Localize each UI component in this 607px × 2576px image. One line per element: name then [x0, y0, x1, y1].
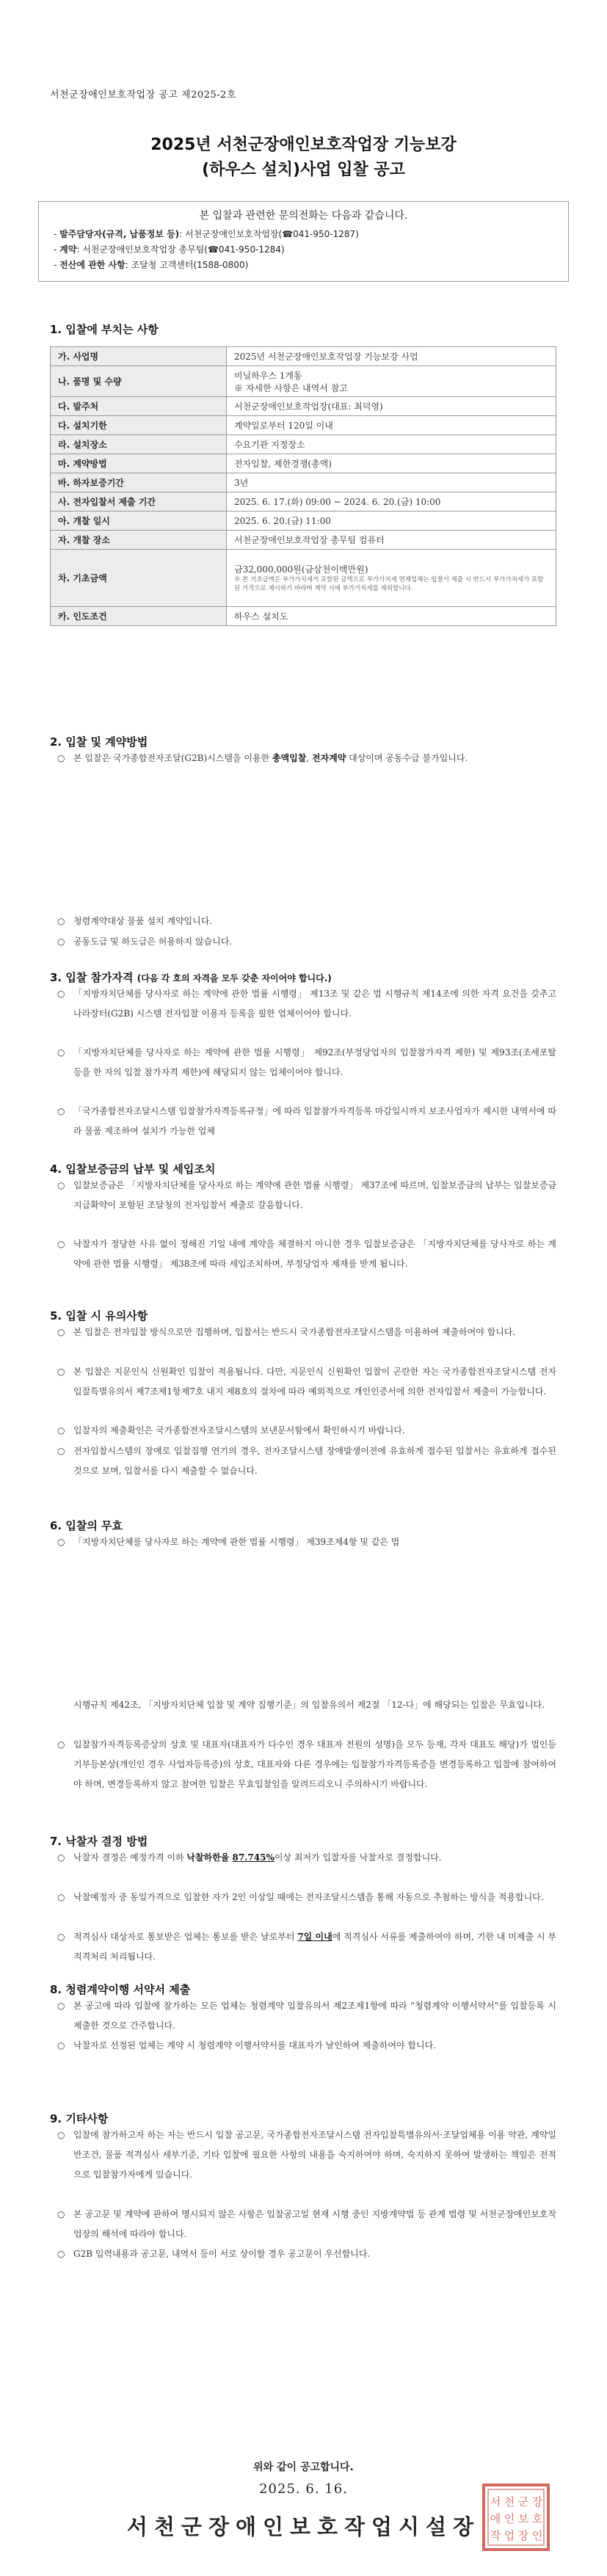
section-2-title: 2. 입찰 및 계약방법: [50, 735, 148, 749]
list-item: [57, 1322, 556, 1342]
para-text: 본 입찰은 전자입찰 방식으로만 집행하며, 입찰서는 반드시 국가종합전자조달시스템을 이용하여 제출하여야 합니다.: [73, 1327, 516, 1337]
para-text: 입찰자의 제출확인은 국가종합전자조달시스템의 보낸문서함에서 확인하시기 바랍니다.: [73, 1425, 405, 1436]
bullet-icon: ○: [57, 1047, 65, 1058]
para-text: 입찰에 참가하고자 하는 자는 반드시 입찰 공고문, 국가종합전자조달시스템 전자입찰특별유의서·조달업체용 이용 약관, 계약일반조건, 물품 적격심사 세부기준, 기타 입찰에 필요한 사항의 내용을 숙지하여야 하며, 숙지하지 못하여 발생하는 책임은 전적으로 입찰참가자에게 있습니다.: [73, 2130, 556, 2180]
para-text: 본 입찰은 지문인식 신원확인 입찰이 적용됩니다. 다만, 지문인식 신원확인 입찰이 곤란한 자는 국가종합전자조달시스템 전자입찰특별유의서 제7조제1항제7호 내지 제8호의 절차에 따라 예외적으로 개인인증서에 의한 전자입찰서 제출이 가능합니다.: [73, 1367, 556, 1397]
list-item: [57, 1996, 556, 2036]
spec-value: 비닐하우스 1개동: [234, 370, 302, 381]
spec-value: 2025년 서천군장애인보호작업장 기능보강 사업: [227, 347, 556, 366]
list-item: [57, 1927, 556, 1967]
para-text: 전자입찰시스템의 장애로 입찰집행 연기의 경우, 전자조달시스템 장애발생이전에 유효하게 접수된 입찰서는 유효하게 접수된 것으로 보며, 입찰서를 다시 제출할 수 없습니다.: [73, 1446, 556, 1476]
table-row: [51, 397, 556, 416]
signer-name: 서천군장애인보호작업시설장: [126, 2514, 481, 2539]
bullet-icon: ○: [57, 2130, 65, 2140]
list-item: [57, 1441, 556, 1481]
para-text: 입찰보증금은 「지방자치단체를 당사자로 하는 계약에 관한 법률 시행령」 제37조에 따르며, 입찰보증금의 납부는 입찰보증금 지급확약이 포함된 조달청의 전자입찰서 제출로 갈음합니다.: [73, 1180, 556, 1210]
bullet-icon: ○: [57, 753, 65, 763]
para-text: 대상이며 공동수급 불가입니다.: [346, 753, 468, 763]
list-item: [57, 749, 556, 768]
para-text: 본 입찰은 국가종합전자조달(G2B)시스템을 이용한: [73, 753, 272, 763]
section-1-title: 1. 입찰에 부치는 사항: [50, 323, 159, 336]
section-3-title-text: 3. 입찰 참가자격: [50, 971, 134, 984]
svg-text:군: 군: [517, 2495, 529, 2508]
svg-text:보: 보: [517, 2512, 529, 2525]
svg-text:장: 장: [531, 2495, 543, 2508]
list-item: [57, 932, 556, 952]
table-row: [51, 366, 556, 397]
section-4-title: 4. 입찰보증금의 납부 및 세입조치: [50, 1163, 216, 1176]
contact-row: - 전산에 관한 사항: 조달청 고객센터(1588-0800): [54, 260, 249, 270]
table-row: [51, 435, 556, 454]
deadline-days: 7일 이내: [297, 1932, 332, 1942]
bullet-icon: ○: [57, 1425, 65, 1436]
table-row: [51, 512, 556, 531]
bullet-icon: ○: [57, 1327, 65, 1337]
para-text: 적격심사 대상자로 통보받은 업체는 통보를 받은 날로부터: [73, 1932, 298, 1942]
spec-value: 서천군장애인보호작업장(대표: 최덕영): [227, 397, 556, 416]
list-item: [57, 1532, 556, 1552]
para-text: 낙찰예정자 중 동일가격으로 입찰한 자가 2인 이상일 때에는 전자조달시스템을 통해 자동으로 추첨하는 방식을 적용합니다.: [73, 1892, 544, 1902]
para-text: 시행규칙 제42조, 「지방자치단체 입찰 및 계약 집행기준」의 입찰유의서 제2절 「12-다」에 해당되는 입찰은 무효입니다.: [73, 1700, 545, 1710]
table-row: [51, 492, 556, 512]
notice-number: 서천군장애인보호작업장 공고 제2025-2호: [50, 90, 236, 101]
para-emphasis: 총액입찰: [272, 753, 307, 763]
page-title: 2025년 서천군장애인보호작업장 기능보강: [150, 136, 457, 154]
spec-key: 다. 발주처: [51, 397, 227, 416]
table-row: [51, 473, 556, 492]
section-5-title: 5. 입찰 시 유의사항: [50, 1309, 148, 1322]
list-item: [57, 2125, 556, 2185]
para-text: 「지방자치단체를 당사자로 하는 계약에 관한 법률 시행령」 제39조제4항 및 같은 법: [73, 1537, 400, 1547]
list-item: [57, 1735, 556, 1794]
bullet-icon: ○: [57, 2209, 65, 2219]
bullet-icon: ○: [57, 1106, 65, 1116]
para-text: G2B 입력내용과 공고문, 내역서 등이 서로 상이할 경우 공고문이 우선합니다.: [73, 2249, 371, 2259]
list-item: [57, 2036, 556, 2056]
para-text: 공동도급 및 하도급은 허용하지 않습니다.: [73, 936, 233, 947]
bullet-icon: ○: [57, 916, 65, 926]
para-emphasis: 낙찰하한율: [186, 1852, 233, 1863]
para-text: 본 공고에 따라 입찰에 참가하는 모든 업체는 청렴계약 입찰유의서 제2조제1항에 따라 "청렴계약 이행서약서"를 입찰등록 시 제출한 것으로 간주합니다.: [73, 2001, 556, 2031]
contact-label: 발주담당자(규격, 납품정보 등): [59, 229, 180, 239]
svg-text:천: 천: [504, 2495, 515, 2508]
spec-value: 계약일로부터 120일 이내: [227, 416, 556, 435]
list-item: [57, 2244, 556, 2264]
para-text: 본 공고문 및 계약에 관하여 명시되지 않은 사항은 입찰공고일 현재 시행 중인 지방계약법 등 관계 법령 및 서천군장애인보호작업장의 해석에 따라야 합니다.: [73, 2209, 556, 2239]
spec-key: 아. 개찰 일시: [51, 512, 227, 531]
contact-heading: 본 입찰과 관련한 문의전화는 다음과 같습니다.: [199, 210, 408, 222]
svg-text:업: 업: [504, 2529, 515, 2542]
svg-text:인: 인: [504, 2512, 515, 2525]
section-6-title: 6. 입찰의 무효: [50, 1519, 123, 1532]
spec-value: 2025. 6. 20.(금) 11:00: [227, 512, 556, 531]
list-item: [57, 1362, 556, 1402]
svg-text:인: 인: [531, 2529, 543, 2542]
spec-key: 사. 전자입찰서 제출 기간: [51, 492, 227, 512]
bid-spec-table: [50, 346, 556, 626]
bullet-icon: ○: [57, 1852, 65, 1863]
bullet-icon: ○: [57, 1932, 65, 1942]
bullet-icon: ○: [57, 2249, 65, 2259]
svg-text:작: 작: [490, 2529, 501, 2542]
para-text: 「지방자치단체를 당사자로 하는 계약에 관한 법률 시행령」 제92조(부정당업자의 입찰참가자격 제한) 및 제93조(조세포탈 등을 한 자의 입찰 참가자격 제한)에 해당되지 않는 업체이어야 합니다.: [73, 1047, 556, 1077]
para-text: 「국가종합전자조달시스템 입찰참가자격등록규정」에 따라 입찰참가자격등록 마감일시까지 보조사업자가 제시한 내역서에 따라 물품 제조하여 설치가 가능한 업체: [73, 1106, 556, 1136]
para-text: ,: [306, 753, 312, 763]
svg-text:호: 호: [531, 2512, 543, 2525]
spec-key: 바. 하자보증기간: [51, 473, 227, 492]
bullet-icon: ○: [57, 1892, 65, 1902]
spec-value: 하우스 설치도: [227, 607, 556, 626]
spec-value-cell: [227, 366, 556, 397]
spec-value-note: ※ 본 기초금액은 부가가치세가 포함된 금액으로 부가가치세 면제업체는 입찰서 제출 시 반드시 부가가치세가 포함된 가격으로 제시하기 바라며 계약 시에 부가가치세를 제외합니다.: [234, 576, 544, 592]
list-item: [57, 1102, 556, 1141]
list-item: [57, 1695, 556, 1715]
bullet-icon: ○: [57, 936, 65, 947]
list-item: [57, 984, 556, 1024]
spec-value: 2025. 6. 17.(화) 09:00 ~ 2024. 6. 20.(금) 10:00: [227, 492, 556, 512]
page-subtitle: (하우스 설치)사업 입찰 공고: [202, 161, 405, 179]
table-row: [51, 531, 556, 550]
spec-key: 가. 사업명: [51, 347, 227, 366]
official-seal-icon: [479, 2481, 553, 2554]
bullet-icon: ○: [57, 1180, 65, 1190]
list-item: [57, 1176, 556, 1215]
spec-key: 마. 계약방법: [51, 454, 227, 473]
list-item: [57, 1888, 556, 1907]
bullet-icon: ○: [57, 989, 65, 999]
para-text: 낙찰자로 선정된 업체는 계약 시 청렴계약 이행서약서를 대표자가 날인하여 제출하여야 합니다.: [73, 2040, 437, 2051]
spec-key: 자. 개찰 장소: [51, 531, 227, 550]
notice-date: 2025. 6. 16.: [259, 2481, 348, 2497]
spec-key: 다. 설치기한: [51, 416, 227, 435]
spec-value: 서천군장애인보호작업장 총무팀 컴퓨터: [227, 531, 556, 550]
bullet-icon: ○: [57, 1446, 65, 1456]
list-item: [57, 2205, 556, 2244]
contact-label: 전산에 관한 사항: [59, 260, 126, 270]
bullet-icon: ○: [57, 1239, 65, 1249]
bullet-icon: ○: [57, 2001, 65, 2011]
contact-box: [38, 201, 569, 282]
contact-row: - 계약: 서천군장애인보호작업장 총무팀(☎041-950-1284): [54, 244, 285, 255]
bullet-icon: ○: [57, 1367, 65, 1377]
section-3-title: [50, 969, 332, 985]
para-text: 낙찰자가 정당한 사유 없이 정해진 기일 내에 계약을 체결하지 아니한 경우 입찰보증금은 「지방자치단체를 당사자로 하는 계약에 관한 법률 시행령」 제38조에 따라 세입조치하며, 부정당업자 제재를 받게 됩니다.: [73, 1239, 556, 1269]
table-row: [51, 550, 556, 607]
spec-key: 차. 기초금액: [51, 550, 227, 607]
list-item: [57, 1234, 556, 1274]
table-row: [51, 347, 556, 366]
para-text: 낙찰자 결정은 예정가격 이하: [73, 1852, 187, 1863]
spec-value-cell: [227, 550, 556, 607]
section-7-title: 7. 낙찰자 결정 방법: [50, 1835, 148, 1848]
para-text: 「지방자치단체를 당사자로 하는 계약에 관한 법률 시행령」 제13조 및 같은 법 시행규칙 제14조에 의한 자격 요건을 갖추고 나라장터(G2B) 시스템 전자입찰 이용자 등록을 필한 업체이어야 합니다.: [73, 989, 556, 1019]
para-text: 이상 최저가 입찰자를 낙찰자로 결정합니다.: [274, 1852, 442, 1863]
contact-row: - 발주담당자(규격, 납품정보 등): 서천군장애인보호작업장(☎041-950-1287): [54, 229, 359, 239]
section-3-subtitle: (다음 각 호의 자격을 모두 갖춘 자이어야 합니다.): [137, 973, 332, 983]
table-row: [51, 416, 556, 435]
bullet-icon: ○: [57, 2040, 65, 2051]
list-item: [57, 912, 556, 931]
para-emphasis: 전자계약: [311, 753, 346, 763]
contact-label: 계약: [59, 244, 77, 255]
spec-key: 나. 품명 및 수량: [51, 366, 227, 397]
list-item: [57, 1043, 556, 1083]
contact-value: : 서천군장애인보호작업장 총무팀(☎041-950-1284): [76, 244, 285, 255]
contact-value: : 서천군장애인보호작업장(☎041-950-1287): [179, 229, 359, 239]
section-8-title: 8. 청렴계약이행 서약서 제출: [50, 1983, 191, 1996]
para-text: 청렴계약대상 물품 설치 계약입니다.: [73, 916, 213, 926]
lower-limit-rate: 87.745%: [232, 1852, 275, 1863]
spec-value-note: ※ 자세한 사항은 내역서 참고: [234, 382, 348, 393]
spec-key: 카. 인도조건: [51, 607, 227, 626]
list-item: [57, 1421, 556, 1441]
spec-value: 수요기관 지정장소: [227, 435, 556, 454]
para-text: 에 적격심사 서류를 제출하여야 하며, 기한 내 미제출 시 부적격처리 처리됩니다.: [73, 1932, 556, 1962]
section-9-title: 9. 기타사항: [50, 2112, 109, 2125]
spec-key: 라. 설치장소: [51, 435, 227, 454]
table-row: [51, 454, 556, 473]
svg-text:애: 애: [490, 2512, 501, 2525]
spec-value: 금32,000,000원(금삼천이백만원): [234, 564, 368, 575]
svg-text:서: 서: [490, 2495, 501, 2508]
bullet-icon: ○: [57, 1739, 65, 1750]
table-row: [51, 607, 556, 626]
spec-value: 전자입찰, 제한경쟁(총액): [227, 454, 556, 473]
para-text: 입찰참가자격등록증상의 상호 및 대표자(대표자가 다수인 경우 대표자 전원의 성명)을 모두 등재, 각자 대표도 해당)가 법인등기부등본상(개인인 경우 사업자등록증)의 상호, 대표자와 다른 경우에는 입찰참가자격등록증을 변경등록하고 입찰에 참여하여야 하며, 변경등록하지 않고 참여한 입찰은 무효입찰임을 알려드리오니 주의하시기 바랍니다.: [73, 1739, 556, 1789]
svg-text:장: 장: [517, 2529, 529, 2542]
closing-statement: 위와 같이 공고합니다.: [253, 2462, 354, 2473]
contact-value: : 조달청 고객센터(1588-0800): [125, 260, 249, 270]
bullet-icon: ○: [57, 1537, 65, 1547]
list-item: [57, 1848, 556, 1868]
spec-value: 3년: [227, 473, 556, 492]
